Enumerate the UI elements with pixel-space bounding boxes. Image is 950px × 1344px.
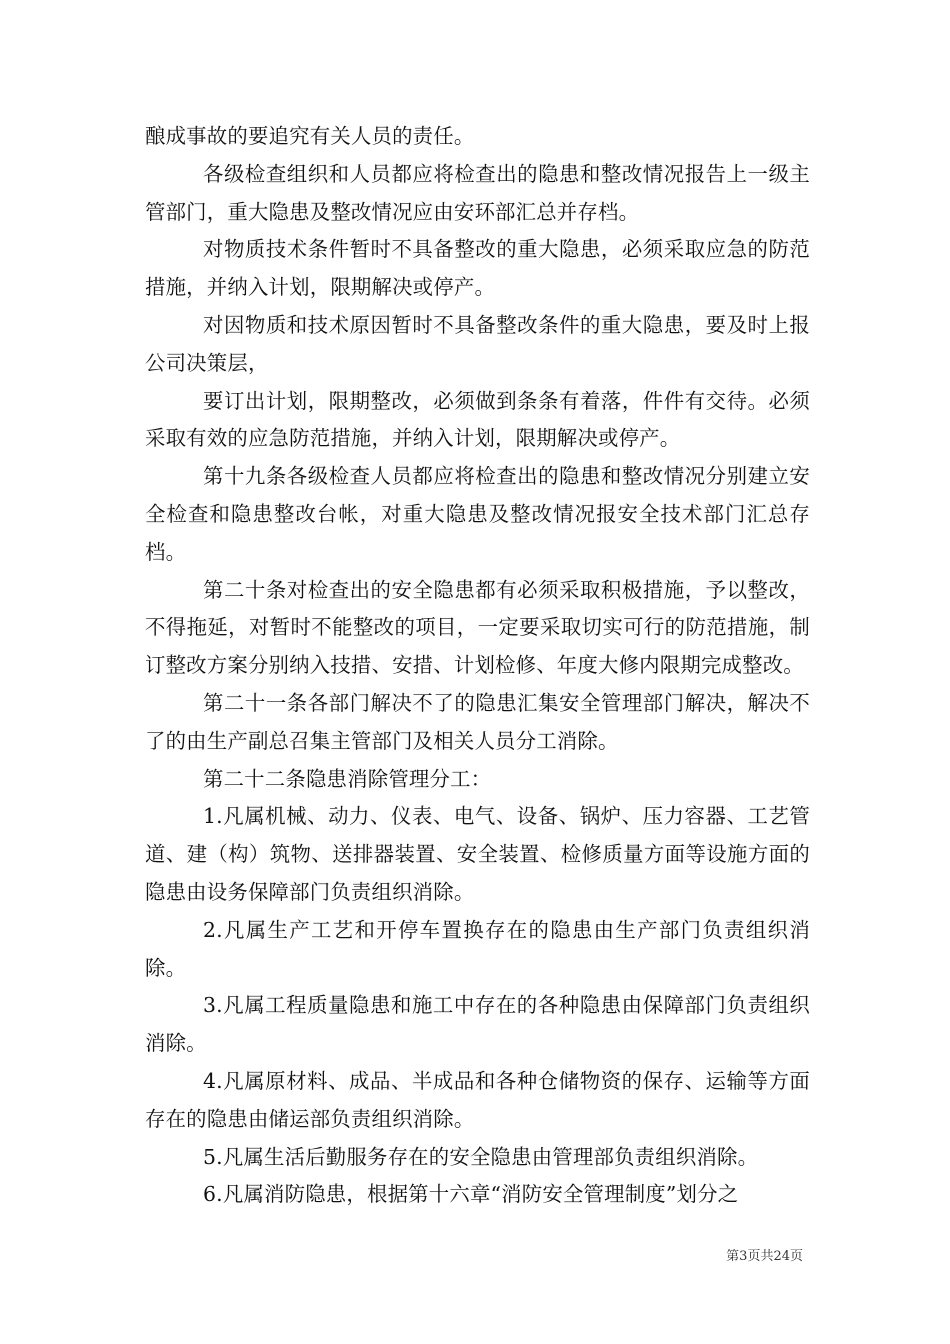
page-footer — [0, 1245, 950, 1264]
article-22: 第二十二条隐患消除管理分工： — [203, 766, 492, 791]
list-item-3: 3.凡属工程质量隐患和施工中存在的各种隐患由保障部门负责组织消除。 — [145, 993, 810, 1056]
paragraph-5: 要订出计划，限期整改，必须做到条条有着落，件件有交待。必须采取有效的应急防范措施，并纳入计划，限期解决或停产。 — [145, 388, 810, 451]
paragraph-2: 各级检查组织和人员都应将检查出的隐患和整改情况报告上一级主管部门，重大隐患及整改情况应由安环部汇总并存档。 — [145, 161, 810, 224]
paragraph-3: 对物质技术条件暂时不具备整改的重大隐患，必须采取应急的防范措施，并纳入计划，限期解决或停产。 — [145, 237, 810, 300]
list-item-6: 6.凡属消防隐患，根据第十六章“消防安全管理制度”划分之 — [203, 1182, 739, 1207]
list-item-1: 1.凡属机械、动力、仪表、电气、设备、锅炉、压力容器、工艺管道、建（构）筑物、送排器装置、安全装置、检修质量方面等设施方面的隐患由设务保障部门负责组织消除。 — [145, 804, 810, 904]
list-item-2: 2.凡属生产工艺和开停车置换存在的隐患由生产部门负责组织消除。 — [145, 917, 810, 980]
article-19: 第十九条各级检查人员都应将检查出的隐患和整改情况分别建立安全检查和隐患整改台帐，对重大隐患及整改情况报安全技术部门汇总存档。 — [145, 464, 810, 564]
page-number: 第3页共24页 — [726, 1249, 803, 1264]
list-item-5: 5.凡属生活后勤服务存在的安全隐患由管理部负责组织消除。 — [203, 1144, 759, 1169]
article-21: 第二十一条各部门解决不了的隐患汇集安全管理部门解决，解决不了的由生产副总召集主管部门及相关人员分工消除。 — [145, 690, 810, 753]
document-body — [145, 118, 810, 1214]
article-20: 第二十条对检查出的安全隐患都有必须采取积极措施，予以整改，不得拖延，对暂时不能整改的项目，一定要采取切实可行的防范措施，制订整改方案分别纳入技措、安措、计划检修、年度大修内限期完成整改。 — [145, 577, 810, 678]
paragraph-1: 酿成事故的要追究有关人员的责任。 — [145, 124, 475, 148]
paragraph-4: 对因物质和技术原因暂时不具备整改条件的重大隐患，要及时上报公司决策层， — [145, 312, 810, 375]
list-item-4: 4.凡属原材料、成品、半成品和各种仓储物资的保存、运输等方面存在的隐患由储运部负责组织消除。 — [145, 1068, 810, 1131]
